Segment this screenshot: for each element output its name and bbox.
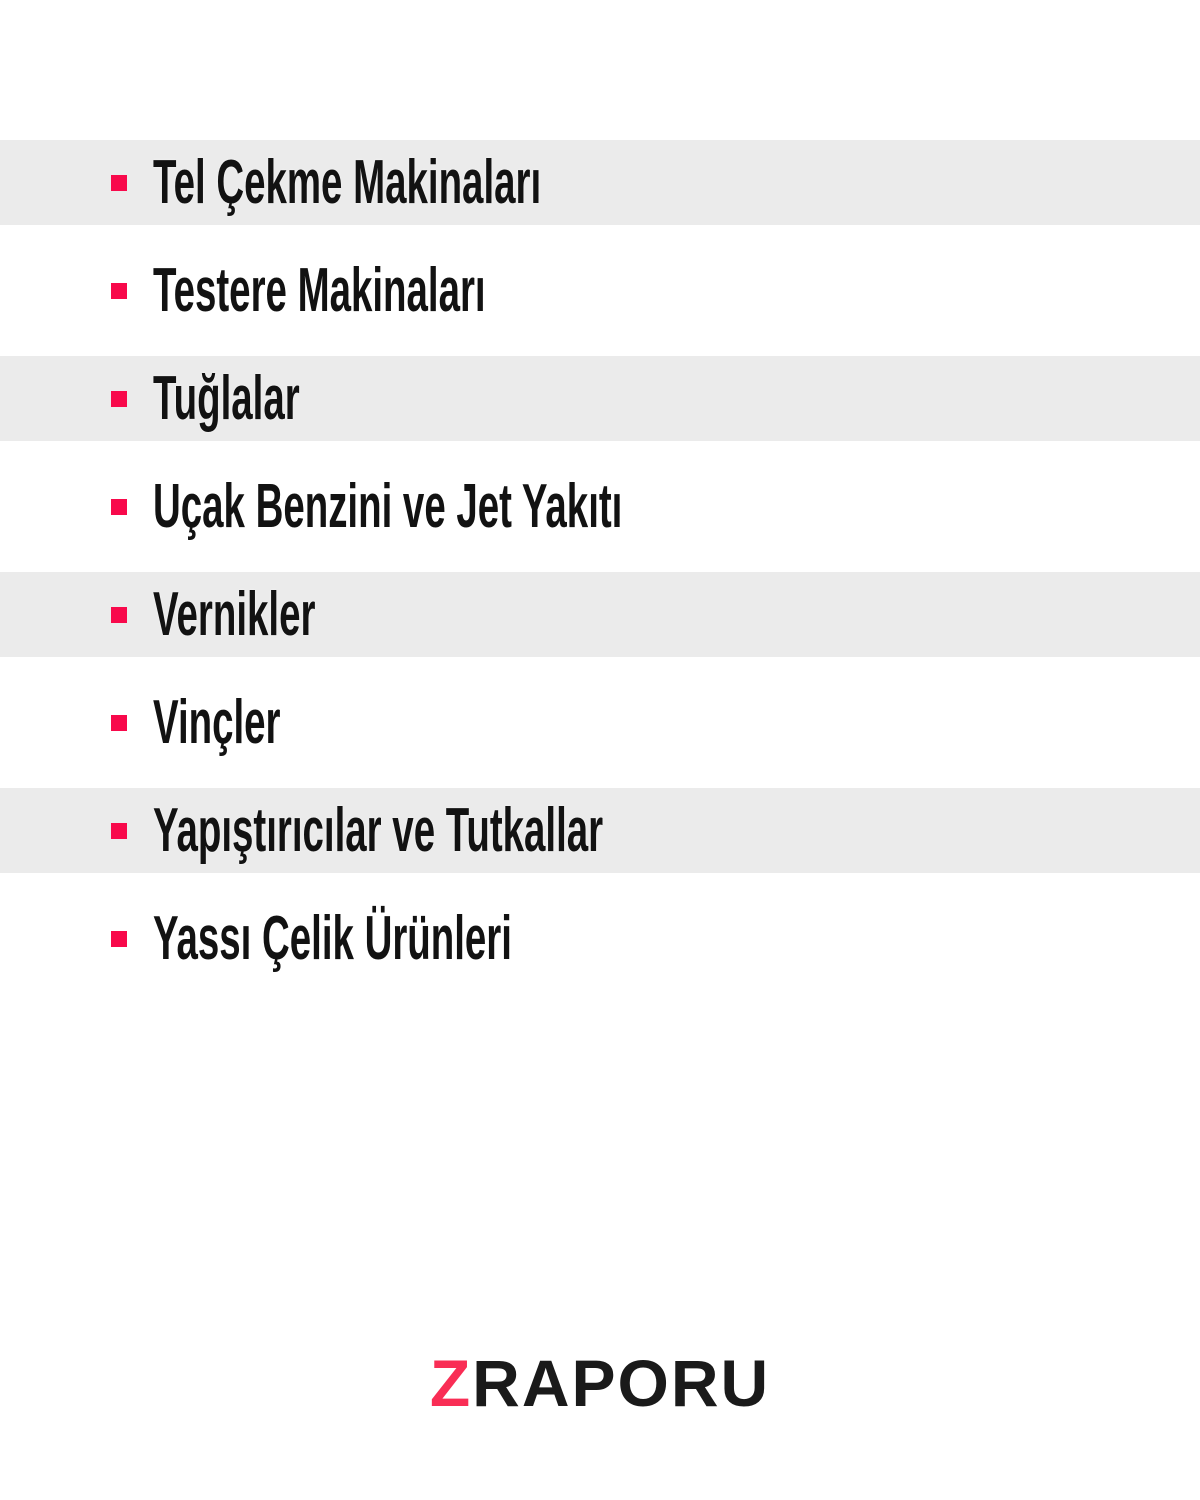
product-list xyxy=(0,140,1200,1004)
list-item xyxy=(0,788,1200,873)
list-item xyxy=(0,140,1200,225)
logo-letter-z: Z xyxy=(429,1346,473,1420)
bullet-square-icon xyxy=(111,499,127,515)
list-item xyxy=(0,896,1200,981)
logo-zraporu xyxy=(0,1346,1200,1420)
bullet-square-icon xyxy=(111,175,127,191)
bullet-square-icon xyxy=(111,823,127,839)
list-item-label: Vinçler xyxy=(153,687,281,757)
list-item-label: Testere Makinaları xyxy=(153,255,486,325)
logo-text-raporu: RAPORU xyxy=(472,1346,771,1420)
list-item-label: Vernikler xyxy=(153,579,316,649)
list-item xyxy=(0,464,1200,549)
list-item xyxy=(0,248,1200,333)
list-item xyxy=(0,680,1200,765)
list-item-label: Uçak Benzini ve Jet Yakıtı xyxy=(153,471,623,541)
list-item xyxy=(0,572,1200,657)
bullet-square-icon xyxy=(111,607,127,623)
list-item-label: Yassı Çelik Ürünleri xyxy=(153,903,512,973)
list-item-label: Tuğlalar xyxy=(153,363,300,433)
bullet-square-icon xyxy=(111,715,127,731)
bullet-square-icon xyxy=(111,931,127,947)
bullet-square-icon xyxy=(111,391,127,407)
bullet-square-icon xyxy=(111,283,127,299)
list-item xyxy=(0,356,1200,441)
list-item-label: Yapıştırıcılar ve Tutkallar xyxy=(153,795,604,865)
list-item-label: Tel Çekme Makinaları xyxy=(153,147,542,217)
